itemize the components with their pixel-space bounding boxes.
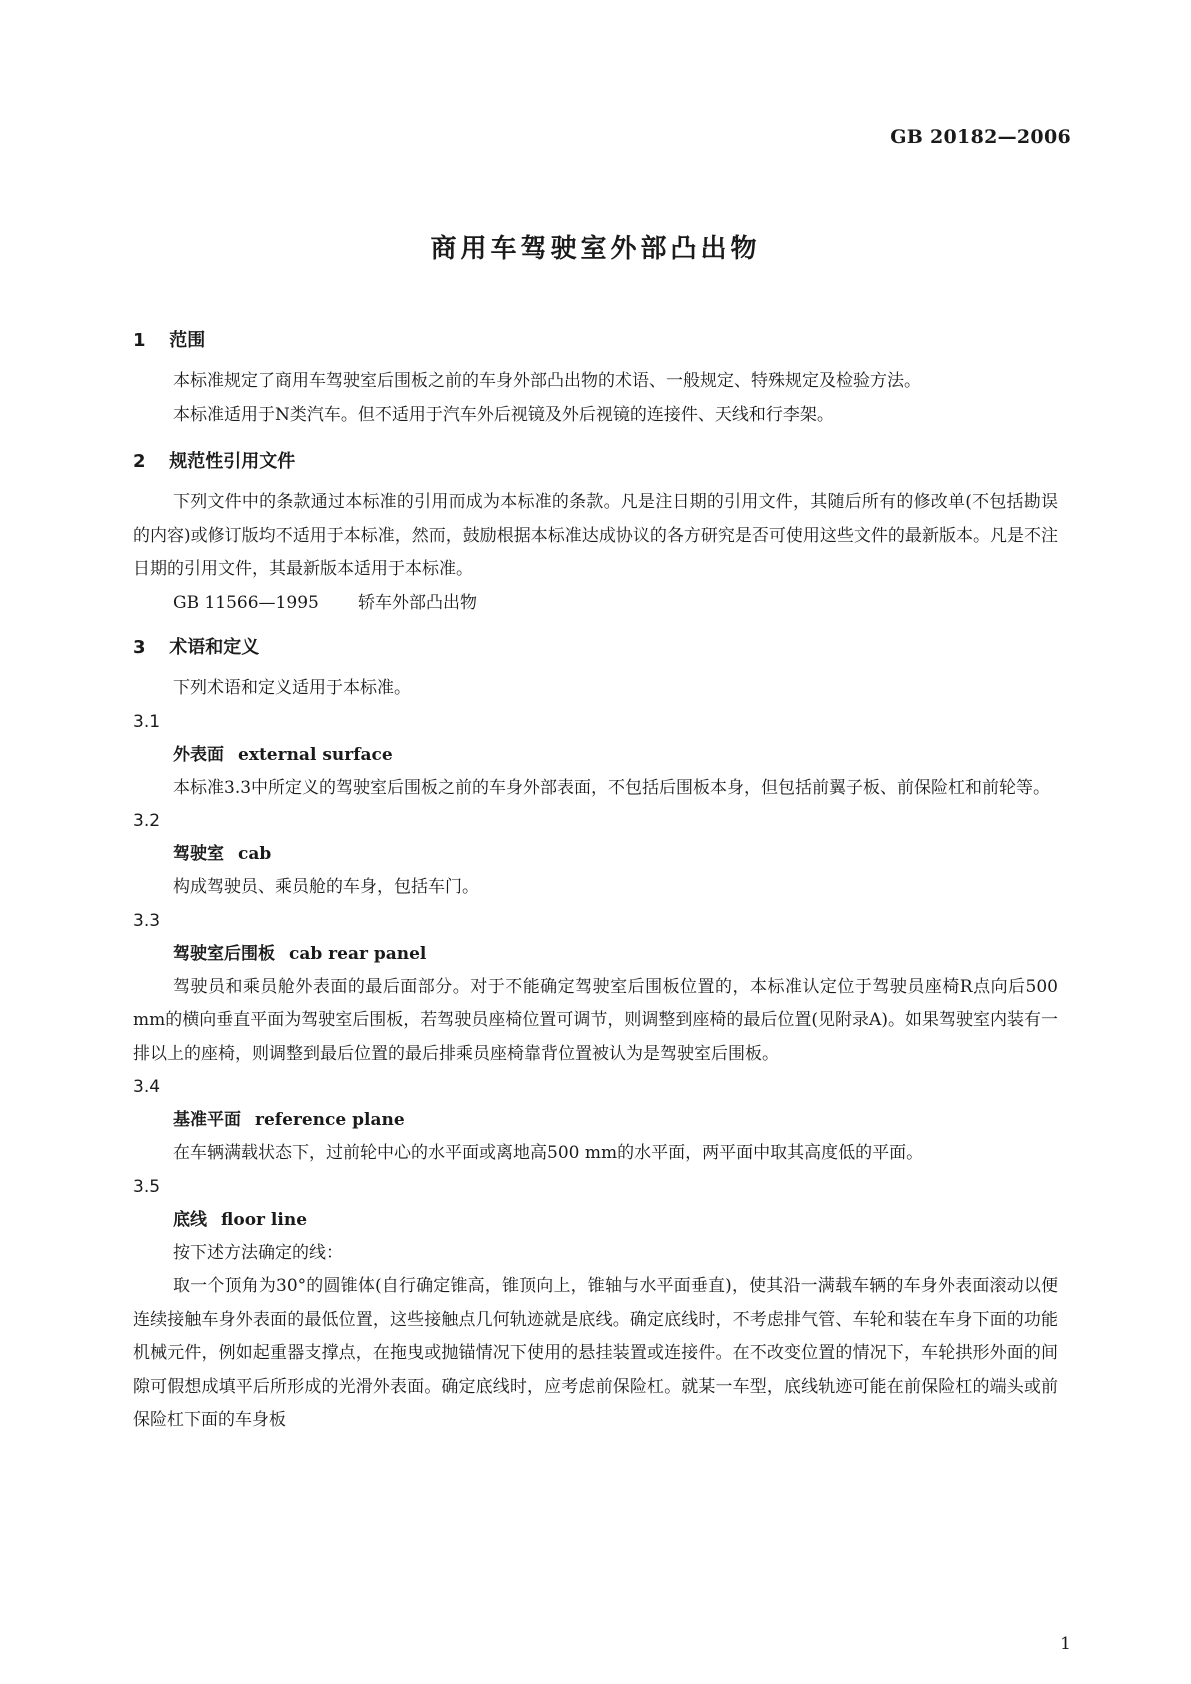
section-title: 范围 [169, 330, 206, 351]
definition: 在车辆满载状态下，过前轮中心的水平面或离地高500 mm的水平面，两平面中取其高度低的平面。 [173, 1143, 924, 1163]
definition: 构成驾驶员、乘员舱的车身，包括车门。 [173, 877, 479, 897]
clause-number: 3.4 [133, 1077, 161, 1097]
term-cn: 驾驶室 [173, 844, 224, 864]
section-3-heading [133, 632, 1058, 664]
paragraph: 下列术语和定义适用于本标准。 [173, 678, 411, 698]
term-cn: 底线 [173, 1209, 207, 1230]
section-number: 2 [133, 451, 146, 472]
normative-reference [133, 587, 1058, 621]
definition: 本标准3.3中所定义的驾驶室后围板之前的车身外部表面，不包括后围板本身，但包括前翼子板、前保险杠和前轮等。 [173, 777, 1051, 798]
paragraph: 本标准适用于N类汽车。但不适用于汽车外后视镜及外后视镜的连接件、天线和行李架。 [173, 404, 834, 425]
document-title: 商用车驾驶室外部凸出物 [430, 234, 761, 264]
reference-title: 轿车外部凸出物 [358, 592, 477, 613]
section-2-heading [133, 446, 1058, 478]
term-en: cab rear panel [289, 943, 427, 964]
term [133, 938, 1058, 971]
term [133, 838, 1058, 871]
section-title: 规范性引用文件 [169, 451, 296, 472]
term-cn: 外表面 [173, 744, 224, 765]
clause-number: 3.5 [133, 1176, 161, 1197]
clause-number: 3.3 [133, 910, 161, 931]
term-cn: 驾驶室后围板 [173, 943, 275, 964]
term-en: external surface [238, 744, 393, 765]
section-number: 1 [133, 330, 146, 351]
reference-code: GB 11566—1995 [173, 592, 319, 613]
term-en: floor line [221, 1209, 308, 1230]
term-en: reference plane [255, 1110, 405, 1130]
section-1-heading [133, 325, 1058, 357]
section-title: 术语和定义 [169, 637, 260, 658]
clause-number: 3.2 [133, 811, 161, 831]
definition: 驾驶员和乘员舱外表面的最后面部分。对于不能确定驾驶室后围板位置的，本标准认定位于驾驶员座椅R点向后500 mm的横向垂直平面为驾驶室后围板，若驾驶员座椅位置可调节，则调整到座椅的最后位置(见附录A)。如果驾驶室内装有一排以上的座椅，则调整到最后位置的最后排乘员座椅靠背位置被认为是驾驶室后围板。 [133, 976, 1058, 1064]
paragraph: 本标准规定了商用车驾驶室后围板之前的车身外部凸出物的术语、一般规定、特殊规定及检验方法。 [173, 371, 921, 391]
paragraph: 下列文件中的条款通过本标准的引用而成为本标准的条款。凡是注日期的引用文件，其随后所有的修改单(不包括勘误的内容)或修订版均不适用于本标准，然而，鼓励根据本标准达成协议的各方研究是否可使用这些文件的最新版本。凡是不注日期的引用文件，其最新版本适用于本标准。 [133, 492, 1058, 579]
page-number: 1 [1060, 1634, 1071, 1654]
term [133, 1104, 1058, 1137]
term-cn: 基准平面 [173, 1110, 241, 1130]
document-body [133, 325, 1058, 1438]
term [133, 739, 1058, 772]
term-en: cab [238, 844, 272, 864]
clause-number: 3.1 [133, 711, 161, 732]
definition: 按下述方法确定的线： [173, 1242, 343, 1263]
section-number: 3 [133, 637, 146, 658]
definition: 取一个顶角为30°的圆锥体(自行确定锥高，锥顶向上，锥轴与水平面垂直)，使其沿一满载车辆的车身外表面滚动以便连续接触车身外表面的最低位置，这些接触点几何轨迹就是底线。确定底线时，不考虑排气管、车轮和装在车身下面的功能机械元件，例如起重器支撑点，在拖曳或抛锚情况下使用的悬挂装置或连接件。在不改变位置的情况下，车轮拱形外面的间隙可假想成填平后所形成的光滑外表面。确定底线时，应考虑前保险杠。就某一车型，底线轨迹可能在前保险杠的端头或前保险杠下面的车身板 [133, 1276, 1058, 1430]
standard-code: GB 20182—2006 [890, 126, 1071, 148]
term [133, 1204, 1058, 1237]
